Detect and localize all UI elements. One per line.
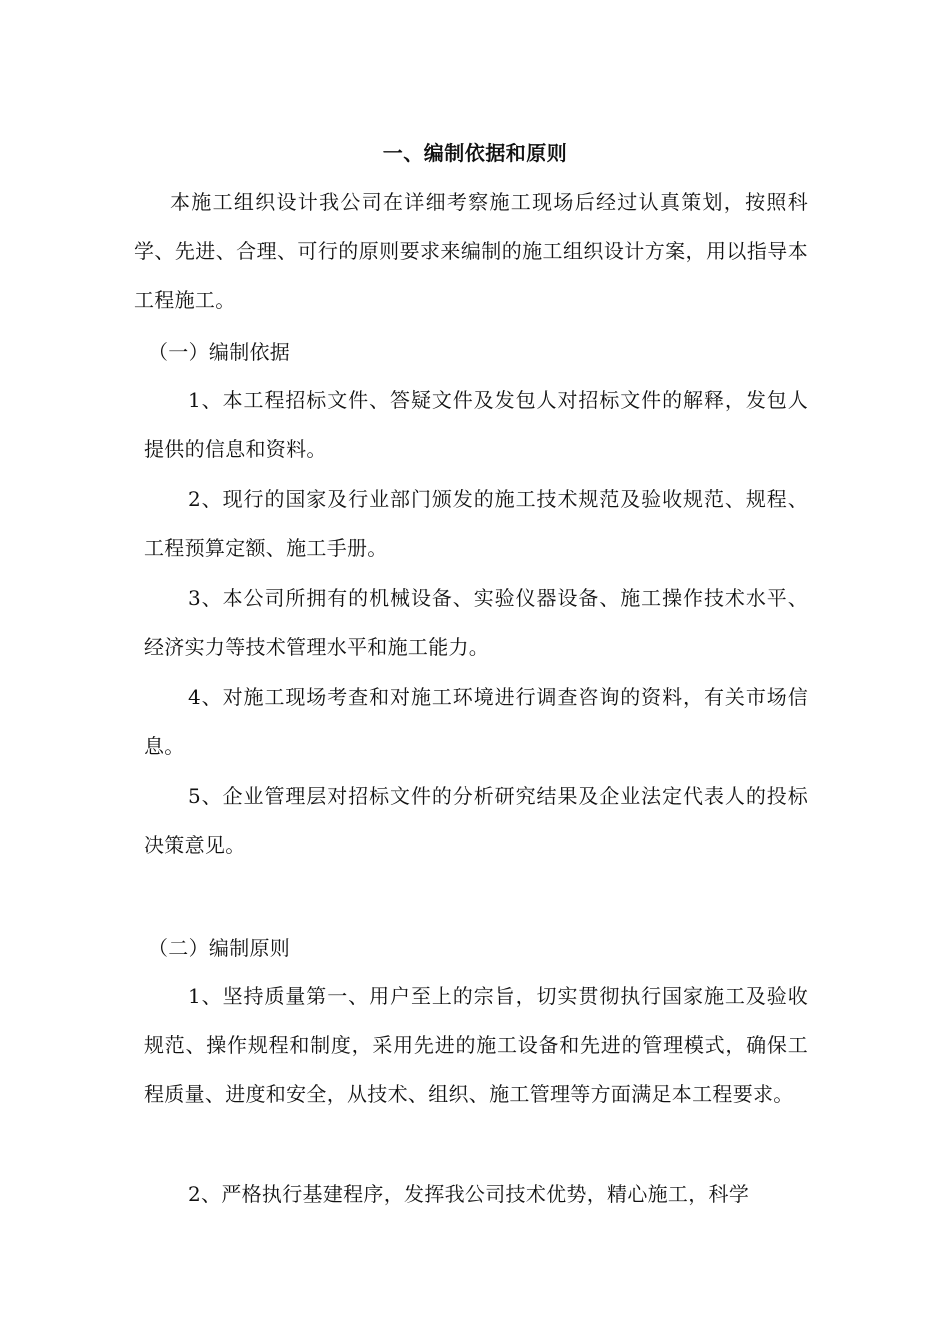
section-heading: 一、编制依据和原则 xyxy=(382,141,568,165)
principle-item-1: 1、坚持质量第一、用户至上的宗旨，切实贯彻执行国家施工及验收规范、操作规程和制度，采用先进的施工设备和先进的管理模式，确保工程质量、进度和安全，从技术、组织、施工管理等方面满足本工程要求。 xyxy=(144,984,808,1106)
intro-paragraph: 本施工组织设计我公司在详细考察施工现场后经过认真策划，按照科学、先进、合理、可行的原则要求来编制的施工组织设计方案，用以指导本工程施工。 xyxy=(134,190,808,312)
basis-item-4: 4、对施工现场考查和对施工环境进行调查咨询的资料，有关市场信息。 xyxy=(144,685,808,758)
subsection-title-principles: （二）编制原则 xyxy=(148,936,291,960)
basis-item-2: 2、现行的国家及行业部门颁发的施工技术规范及验收规范、规程、工程预算定额、施工手册。 xyxy=(144,487,808,560)
principle-item-2: 2、严格执行基建程序，发挥我公司技术优势，精心施工，科学 xyxy=(188,1182,750,1206)
basis-item-5: 5、企业管理层对招标文件的分析研究结果及企业法定代表人的投标决策意见。 xyxy=(144,784,808,857)
basis-item-3: 3、本公司所拥有的机械设备、实验仪器设备、施工操作技术水平、经济实力等技术管理水平和施工能力。 xyxy=(144,586,808,659)
subsection-title-basis: （一）编制依据 xyxy=(148,340,291,364)
basis-item-1: 1、本工程招标文件、答疑文件及发包人对招标文件的解释，发包人提供的信息和资料。 xyxy=(144,388,808,461)
